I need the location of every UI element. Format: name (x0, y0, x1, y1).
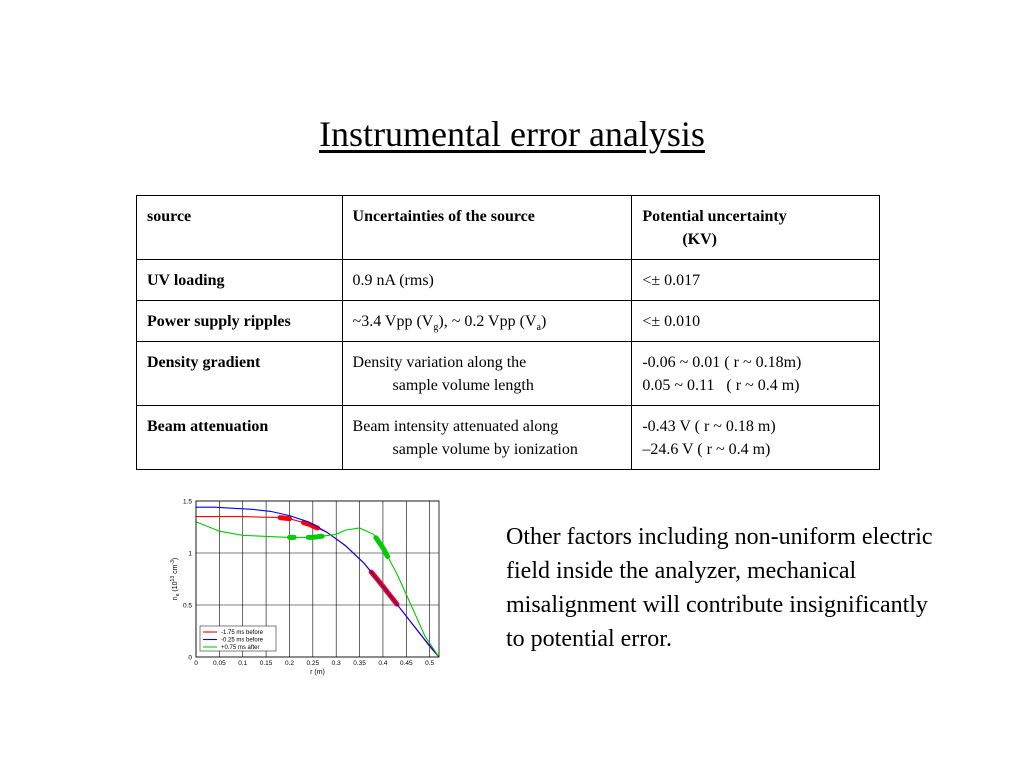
x-tick-label: 0.1 (238, 660, 248, 667)
legend-label: -1.75 ms before (221, 630, 264, 637)
ylabel-end: ) (172, 557, 179, 561)
row-potential: <± 0.017 (632, 260, 880, 301)
ylabel-mid: cm (172, 564, 179, 576)
table-row (137, 342, 880, 406)
row-source: Beam attenuation (137, 406, 343, 470)
error-table (136, 195, 880, 470)
chart-svg (164, 494, 446, 680)
pot-line1: -0.06 ~ 0.01 ( r ~ 0.18m) (642, 354, 802, 371)
header-source: source (137, 196, 343, 260)
unc-line1: Density variation along the (352, 354, 527, 371)
density-profile-chart (164, 494, 446, 680)
ylabel-exp2: -3 (170, 560, 176, 565)
ylabel-exp1: 13 (170, 575, 176, 582)
side-text: Other factors including non-uniform electric field inside the analyzer, mechanical misalignment will contribute insignificantly to potential error. (506, 524, 933, 652)
x-tick-label: 0.4 (378, 660, 388, 667)
row-uncertainty (342, 406, 632, 470)
unc-line2: sample volume length (392, 377, 534, 394)
unc-text-c: ) (540, 313, 547, 330)
row-source: Power supply ripples (137, 301, 343, 342)
pot-line2: 0.05 ~ 0.11 ( r ~ 0.4 m) (642, 377, 800, 394)
x-tick-label: 0.35 (353, 660, 366, 667)
y-tick-label: 0 (188, 654, 192, 662)
x-tick-label: 0.45 (399, 660, 413, 667)
series-highlight-0-75-ms-after (308, 536, 322, 537)
row-uncertainty: 0.9 nA (rms) (342, 260, 632, 301)
series-highlight-0-75-ms-after (376, 538, 388, 557)
x-tick-label: 0.25 (306, 660, 320, 667)
header-uncertainties: Uncertainties of the source (342, 196, 632, 260)
header-potential (632, 196, 880, 260)
slide-title: Instrumental error analysis (319, 114, 705, 154)
row-source: UV loading (137, 260, 343, 301)
row-uncertainty (342, 301, 632, 342)
x-tick-label: 0 (194, 660, 198, 667)
chart-legend (200, 626, 276, 651)
unc-line1: Beam intensity attenuated along (352, 418, 559, 435)
ylabel-sub: e (175, 593, 181, 597)
row-potential: <± 0.010 (632, 301, 880, 342)
unc-sub-a: a (536, 322, 541, 334)
unc-line2: sample volume by ionization (392, 441, 578, 458)
legend-label: -0.25 ms before (221, 637, 264, 644)
row-potential (632, 406, 880, 470)
table-row (137, 260, 880, 301)
pot-line1: -0.43 V ( r ~ 0.18 m) (642, 418, 776, 435)
x-tick-label: 0.05 (213, 660, 226, 667)
row-potential (632, 342, 880, 406)
x-tick-label: 0.15 (259, 660, 273, 667)
table-row (137, 406, 880, 470)
header-potential-line1: Potential uncertainty (642, 208, 787, 225)
x-axis-label: r (m) (310, 669, 325, 676)
unc-text-a: ~3.4 Vpp (V (352, 313, 434, 330)
legend-label: +0.75 ms after (221, 645, 260, 652)
table-header-row (137, 196, 880, 260)
y-tick-label: 1 (188, 550, 192, 558)
ylabel-unit: (10 (172, 581, 179, 592)
x-tick-label: 0.2 (284, 660, 294, 667)
row-source: Density gradient (137, 342, 343, 406)
row-uncertainty (342, 342, 632, 406)
x-tick-label: 0.5 (425, 660, 435, 667)
pot-line2: –24.6 V ( r ~ 0.4 m) (642, 441, 771, 458)
header-potential-line2: (KV) (682, 231, 717, 248)
y-axis-label (170, 558, 181, 600)
unc-text-b: ), ~ 0.2 Vpp (V (438, 313, 537, 330)
y-tick-label: 0.5 (182, 602, 192, 610)
unc-sub-g: g (433, 322, 439, 334)
series-highlight-1-75-ms-before (280, 518, 289, 519)
y-tick-label: 1.5 (182, 498, 192, 506)
ylabel-main: n (172, 596, 179, 601)
x-tick-label: 0.3 (331, 660, 341, 667)
table-row (137, 301, 880, 342)
